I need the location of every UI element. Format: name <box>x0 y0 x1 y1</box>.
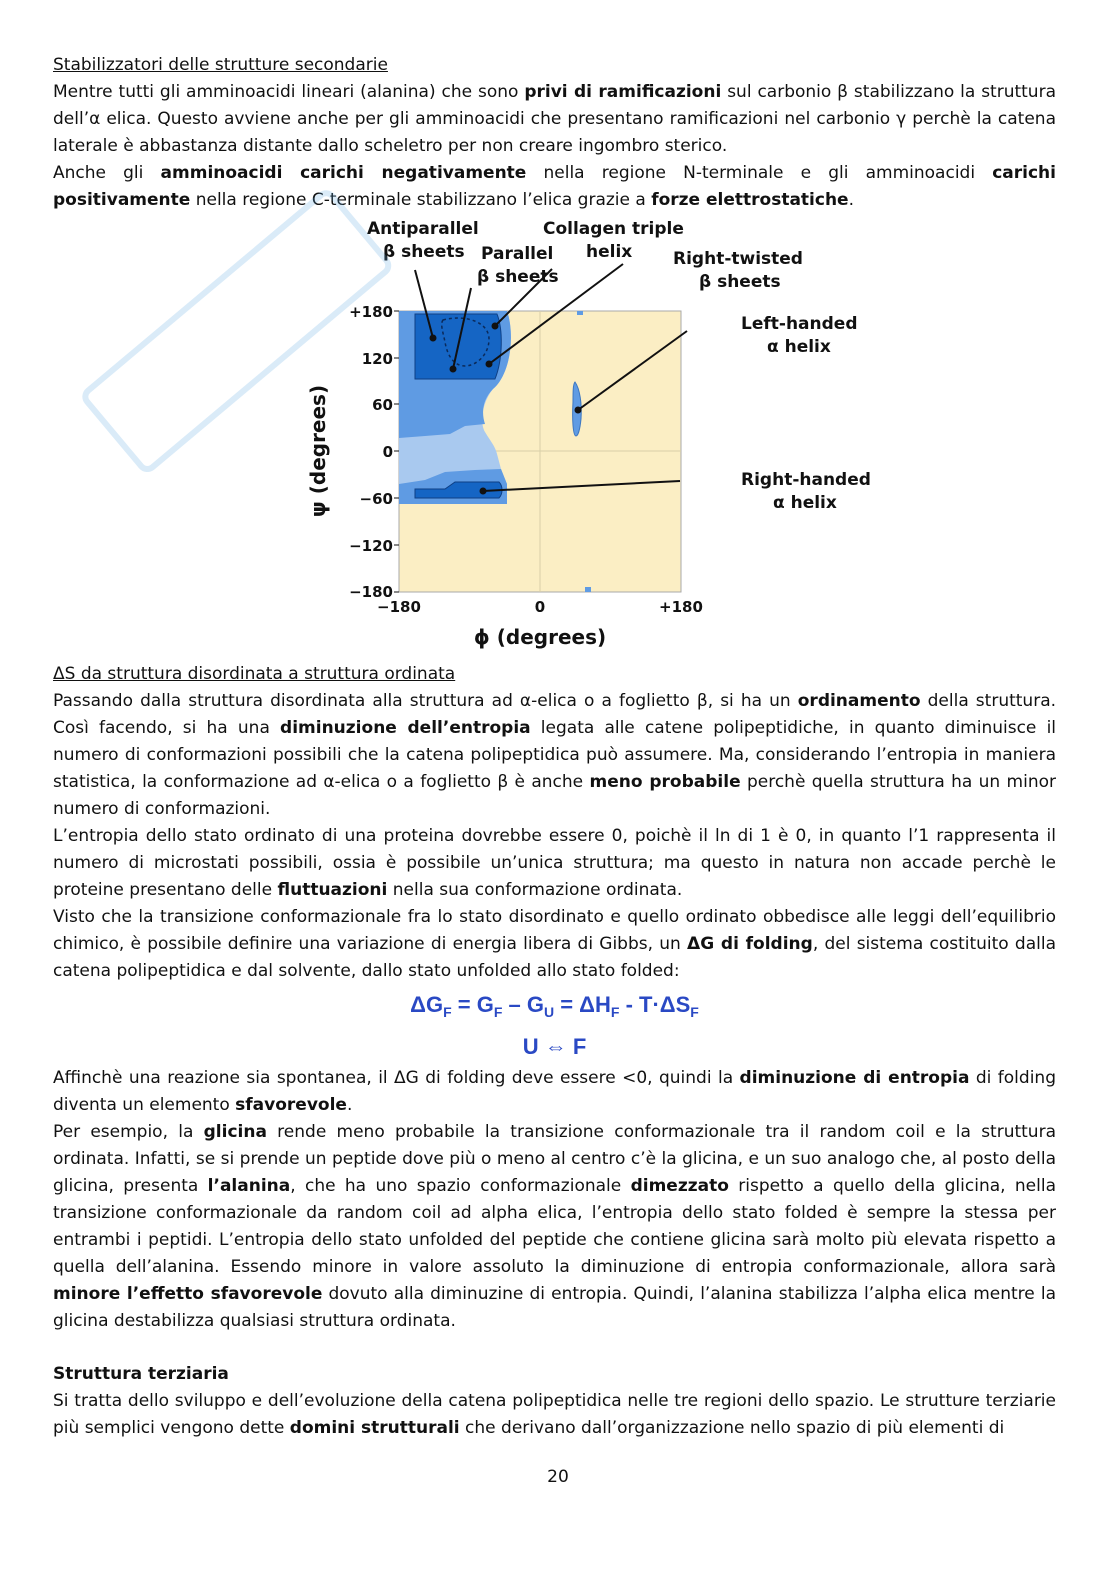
bold-term: privi di ramificazioni <box>524 82 722 102</box>
label-right-twisted-sub: β sheets <box>699 272 781 292</box>
y-axis-label: ψ (degrees) <box>306 384 330 518</box>
xtick: +180 <box>659 598 703 616</box>
paragraph: Si tratta dello sviluppo e dell’evoluzione della catena polipeptidica nelle tre regioni dello spazio. Le strutture terziarie più semplici vengono dette domini strutturali che derivano dall’organizzazione nello spazio di più elementi di <box>53 1391 1056 1438</box>
ramachandran-figure <box>53 214 1056 661</box>
svg-text:β sheets <box>383 242 465 262</box>
bold-term: glicina <box>203 1122 267 1142</box>
equilibrium-equation: U ⇔ F <box>522 1034 587 1059</box>
document-page <box>53 52 1056 1442</box>
heading-stabilizzatori: Stabilizzatori delle strutture secondarie <box>53 55 388 75</box>
bold-term: forze elettrostatiche <box>651 190 849 210</box>
bold-term: dimezzato <box>630 1176 729 1196</box>
paragraph: Affinchè una reazione sia spontanea, il ΔG di folding deve essere <0, quindi la diminuzione di entropia di folding diventa un elemento sfavorevole. <box>53 1068 1056 1115</box>
label-collagen: Collagen triple <box>543 219 684 239</box>
bold-term: amminoacidi carichi negativamente <box>160 163 527 183</box>
label-antiparallel: Antiparallel <box>367 219 479 239</box>
bold-term: meno probabile <box>589 772 741 792</box>
paragraph: Visto che la transizione conformazionale fra lo stato disordinato e quello ordinato obbedisce alle leggi dell’equilibrio chimico, è possibile definire una variazione di energia libera di Gibbs, un ΔG di folding, del sistema costituito dalla catena polipeptidica e dal solvente, dallo stato unfolded allo stato folded: <box>53 907 1057 981</box>
label-parallel: Parallel <box>481 244 554 264</box>
heading-delta-s: ΔS da struttura disordinata a struttura ordinata <box>53 664 456 684</box>
bold-term: diminuzione di entropia <box>739 1068 970 1088</box>
ytick: −120 <box>349 537 393 555</box>
bold-term: fluttuazioni <box>277 880 388 900</box>
bold-term: sfavorevole <box>235 1095 347 1115</box>
bold-term: carichi positivamente <box>53 163 1056 210</box>
ramachandran-plot <box>275 214 871 661</box>
paragraph: Anche gli amminoacidi carichi negativamente nella regione N-terminale e gli amminoacidi carichi positivamente nella regione C-terminale stabilizzano l’elica grazie a forze elettrostatiche. <box>53 163 1056 210</box>
label-collagen-sub: helix <box>586 242 633 262</box>
ytick: −180 <box>349 583 393 601</box>
paragraph: L’entropia dello stato ordinato di una proteina dovrebbe essere 0, poichè il ln di 1 è 0, in quanto l’1 rappresenta il numero di microstati possibili, ossia è possibile un’unica struttura; ma questo in natura non accade perchè le proteine presentano delle fluttuazioni nella sua conformazione ordinata. <box>53 826 1056 900</box>
bold-term: ΔG di folding <box>687 934 813 954</box>
svg-text:α helix <box>773 493 837 513</box>
xtick: 0 <box>534 598 546 616</box>
bold-term: diminuzione dell’entropia <box>280 718 531 738</box>
paragraph: Passando dalla struttura disordinata alla struttura ad α-elica o a foglietto β, si ha un ordinamento della struttura. Così facendo, si ha una diminuzione dell’entropia legata alle catene polipeptidiche, in quanto diminuisce il numero di conformazioni possibili che la catena polipeptidica può assumere. Ma, considerando l’entropia in maniera statistica, la conformazione ad α-elica o a foglietto β è anche meno probabile perchè quella struttura ha un minor numero di conformazioni. <box>53 691 1057 819</box>
svg-text:helix <box>586 242 632 262</box>
heading-struttura-terziaria: Struttura terziaria <box>53 1364 229 1384</box>
label-antiparallel-sub: β sheets <box>383 242 465 262</box>
label-left-handed: Left-handed <box>741 314 858 334</box>
bold-term: domini strutturali <box>289 1418 460 1438</box>
bold-term: minore l’effetto sfavorevole <box>53 1284 323 1304</box>
label-right-handed-sub: α helix <box>773 493 837 513</box>
label-left-handed-sub: α helix <box>767 337 831 357</box>
label-parallel-sub: β sheets <box>477 267 559 287</box>
svg-text:β sheets <box>699 272 781 292</box>
ytick: 120 <box>361 350 393 368</box>
ytick: 0 <box>382 443 393 461</box>
gibbs-equation: $\Delta G_F = G_F - G_U = \Delta H_F - T\cdot\Delta S_F$ <box>410 992 699 1020</box>
bold-term: ordinamento <box>797 691 921 711</box>
ytick: 60 <box>372 396 393 414</box>
paragraph: Mentre tutti gli amminoacidi lineari (alanina) che sono privi di ramificazioni sul carbonio β stabilizzano la struttura dell’α elica. Questo avviene anche per gli amminoacidi che presentano ramificazioni nel carbonio γ perchè la catena laterale è abbastanza distante dallo scheletro per non creare ingombro sterico. <box>53 82 1056 156</box>
x-axis-label: ϕ (degrees) <box>473 625 607 649</box>
svg-text:β sheets <box>477 267 559 287</box>
ytick: +180 <box>349 303 393 321</box>
svg-text:α helix <box>767 337 831 357</box>
bold-term: l’alanina <box>207 1176 291 1196</box>
paragraph: Per esempio, la glicina rende meno probabile la transizione conformazionale tra il random coil e la struttura ordinata. Infatti, se si prende un peptide dove più o meno al centro c’è la glicina, e un suo analogo che, al posto della glicina, presenta l’alanina, che ha uno spazio conformazionale dimezzato rispetto a quello della glicina, nella transizione conformazionale da random coil ad alpha elica, l’entropia dello stato folded è sempre la stessa per entrambi i peptidi. L’entropia dello stato unfolded del peptide che contiene glicina sarà molto più elevata rispetto a quella dell’alanina. Essendo minore in valore assoluto la diminuzione di entropia conformazionale, allora sarà minore l’effetto sfavorevole dovuto alla diminuzine di entropia. Quindi, l’alanina stabilizza l’alpha elica mentre la glicina destabilizza qualsiasi struttura ordinata. <box>53 1122 1056 1331</box>
label-right-twisted: Right-twisted <box>673 249 803 269</box>
label-right-handed: Right-handed <box>741 470 871 490</box>
page-number: 20 <box>547 1467 569 1487</box>
xtick: −180 <box>377 598 421 616</box>
ytick: −60 <box>359 490 393 508</box>
